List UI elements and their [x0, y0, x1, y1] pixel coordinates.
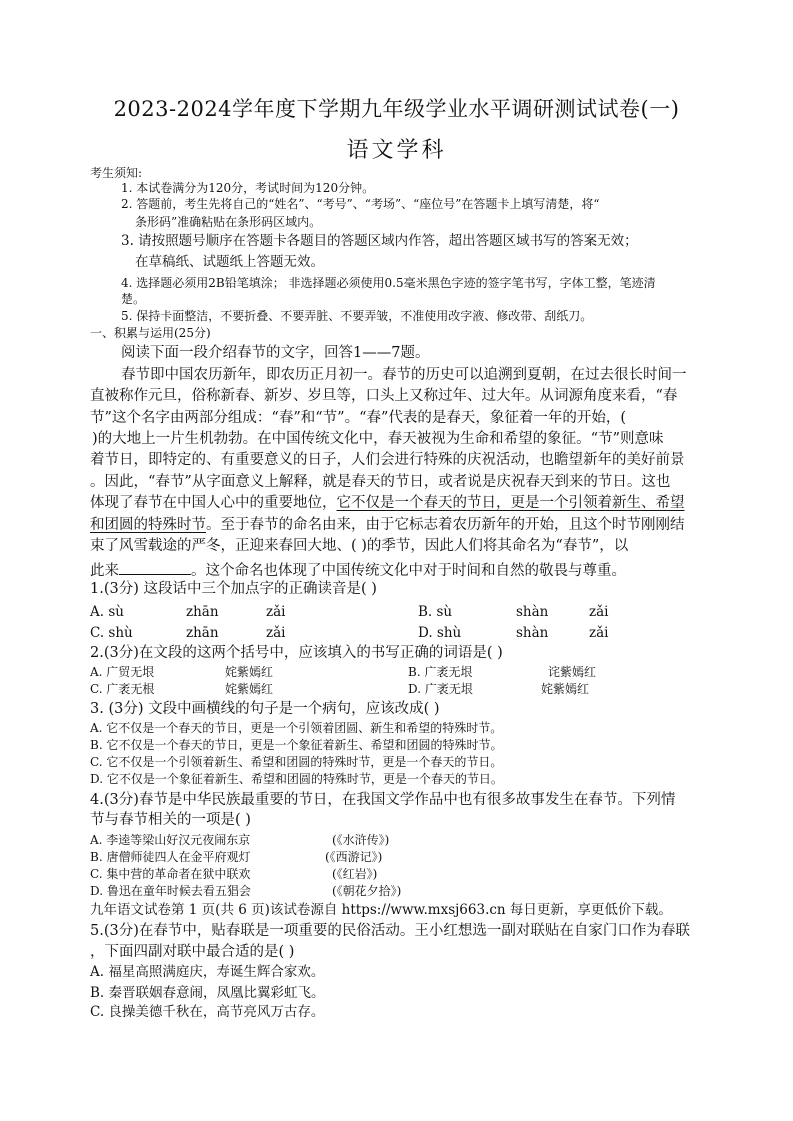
notice-item: 4. 选择题必须用2B铅笔填涂； 非选择题必须使用0.5毫米黑色字迹的签字笔书写，字体工整，笔迹清 — [121, 276, 656, 290]
notice-item: 2. 答题前，考生先将自己的“姓名”、“考号”、“考场”、“座位号”在答题卡上填写清楚，将“ — [121, 197, 600, 211]
option-b-part: 诧紫嫣红 — [548, 665, 597, 679]
option-a-part: zhān — [186, 604, 219, 620]
option-d: D. 鲁迅在童年时候去看五猖会 — [90, 884, 251, 898]
question-stem: 节与春节相关的一项是( ) — [90, 812, 251, 828]
option-a: A. 它不仅是一个春天的节日，更是一个引领着团圆、新生和希望的特殊时节。 — [90, 721, 503, 735]
notice-item: 1. 本试卷满分为120分，考试时间为120分钟。 — [121, 181, 375, 195]
section-heading: 一、积累与运用(25分) — [90, 326, 211, 340]
passage-line: )的大地上一片生机勃勃。在中国传统文化中，春天被视为生命和希望的象征。“节”则意味 — [92, 431, 664, 447]
passage-line — [90, 560, 626, 579]
passage-line — [90, 496, 685, 511]
notice-item: 楚。 — [121, 292, 146, 306]
passage-text: 此来 — [90, 563, 119, 579]
option-a-part: 姹紫嫣红 — [225, 665, 274, 679]
underlined-sentence: 和团圆的特殊时节 — [90, 517, 206, 533]
option-a: A. 广贸无垠 — [90, 665, 155, 679]
option-d-part: zǎi — [589, 625, 609, 641]
option-c-part: zǎi — [266, 625, 286, 641]
option-c: C. 良操美德千秋在，高节亮风万古存。 — [90, 1004, 325, 1020]
option-a: A. 李逵等梁山好汉元夜闹东京 — [90, 833, 251, 847]
option-b-part: zǎi — [589, 604, 609, 620]
option-d-part: 姹紫嫣红 — [541, 682, 590, 696]
question-stem: 3. (3分) 文段中画横线的句子是一个病句，应该改成( ) — [90, 701, 440, 717]
option-c-part: zhān — [186, 625, 219, 641]
option-c: C. 集中营的革命者在狱中联欢 — [90, 867, 251, 881]
option-b: B. 秦晋联姻春意闹，凤凰比翼彩虹飞。 — [90, 985, 325, 1001]
option-b: B. 广袤无垠 — [408, 665, 473, 679]
option-d: D. 广袤无垠 — [408, 682, 473, 696]
passage-line: 。因此，“春节”从字面意义上解释，就是春天的节日，或者说是庆祝春天到来的节日。这也 — [90, 474, 671, 490]
option-d-source: (《朝花夕拾》) — [332, 884, 402, 898]
passage-text: 。至于春节的命名由来，由于它标志着农历新年的开始，且这个时节刚刚结 — [206, 517, 685, 533]
option-d: D. shù — [418, 625, 462, 641]
option-a: A. sù — [90, 604, 124, 620]
option-d: D. 它不仅是一个象征着新生、希望和团圆的特殊时节，更是一个春天的节日。 — [90, 772, 503, 786]
option-c-source: (《红岩》) — [332, 867, 378, 881]
option-b: B. 唐僧师徒四人在金平府观灯 — [90, 850, 251, 864]
option-b: B. 它不仅是一个春天的节日，更是一个象征着新生、希望和团圆的特殊时节。 — [90, 738, 503, 752]
option-c-part: 姹紫嫣红 — [225, 682, 274, 696]
exam-title: 2023-2024学年度下学期九年级学业水平调研测试试卷(一) — [113, 97, 680, 121]
passage-line — [90, 518, 685, 533]
passage-line: 直被称作元旦，俗称新春、新岁、岁旦等，口头上又称过年、过大年。从词源角度来看，“春 — [90, 388, 678, 404]
question-stem: 1.(3分) 这段话中三个加点字的正确读音是( ) — [90, 581, 377, 597]
notice-item: 3. 请按照题号顺序在答题卡各题目的答题区域内作答，超出答题区域书写的答案无效； — [121, 233, 638, 249]
notice-heading: 考生须知: — [90, 166, 143, 180]
option-b: B. sù — [418, 604, 453, 620]
option-c: C. 它不仅是一个引领着新生、希望和团圆的特殊时节，更是一个春天的节日。 — [90, 755, 503, 769]
passage-line: 束了风雪载途的严冬，正迎来春回大地、( )的季节，因此人们将其命名为“春节”，以 — [90, 538, 629, 554]
page-footer-note: 九年语文试卷第 1 页(共 6 页)该试卷源自 https://www.mxsj663.cn 每日更新，享更低价下载。 — [90, 902, 672, 918]
fill-blank — [119, 560, 191, 575]
notice-item: 5. 保持卡面整洁，不要折叠、不要弄脏、不要弄皱，不准使用改字液、修改带、刮纸刀。 — [121, 309, 593, 323]
question-stem: 4.(3分)春节是中华民族最重要的节日，在我国文学作品中也有很多故事发生在春节。下列情 — [90, 792, 676, 808]
passage-text: 体现了春节在中国人心中的重要地位， — [90, 495, 337, 511]
option-c: C. shù — [90, 625, 133, 641]
subject-title: 语文学科 — [346, 138, 447, 163]
passage-line: 春节即中国农历新年，即农历正月初一。春节的历史可以追溯到夏朝，在过去很长时间一 — [121, 367, 687, 383]
passage-line: 着节日，即特定的、有重要意义的日子，人们会进行特殊的庆祝活动，也瞻望新年的美好前景 — [90, 452, 685, 468]
passage-line: 节”这个名字由两部分组成：“春”和“节”。“春”代表的是春天，象征着一年的开始，( — [90, 410, 627, 426]
option-d-part: shàn — [516, 625, 549, 641]
underlined-sentence: 它不仅是一个春天的节日，更是一个引领着新生、希望 — [336, 495, 685, 511]
passage-text: 。这个命名也体现了中国传统文化中对于时间和自然的敬畏与尊重。 — [191, 563, 626, 579]
option-a-part: zǎi — [266, 604, 286, 620]
option-b-part: shàn — [516, 604, 549, 620]
option-a: A. 福星高照满庭庆，寿诞生辉合家欢。 — [90, 964, 325, 980]
question-stem: 2.(3分)在文段的这两个括号中，应该填入的书写正确的词语是( ) — [90, 645, 503, 661]
question-stem: ，下面四副对联中最合适的是( ) — [90, 944, 295, 960]
question-stem: 5.(3分)在春节中，贴春联是一项重要的民俗活动。王小红想选一副对联贴在自家门口作为春联 — [90, 923, 690, 939]
passage-intro: 阅读下面一段介绍春节的文字，回答1——7题。 — [121, 345, 430, 361]
option-a-source: (《水浒传》) — [332, 833, 390, 847]
option-b-source: (《西游记》) — [325, 850, 383, 864]
notice-item: 在草稿纸、试题纸上答题无效。 — [135, 254, 324, 270]
option-c: C. 广袤无根 — [90, 682, 155, 696]
notice-item: 条形码”准确粘贴在条形码区域内。 — [135, 215, 322, 229]
